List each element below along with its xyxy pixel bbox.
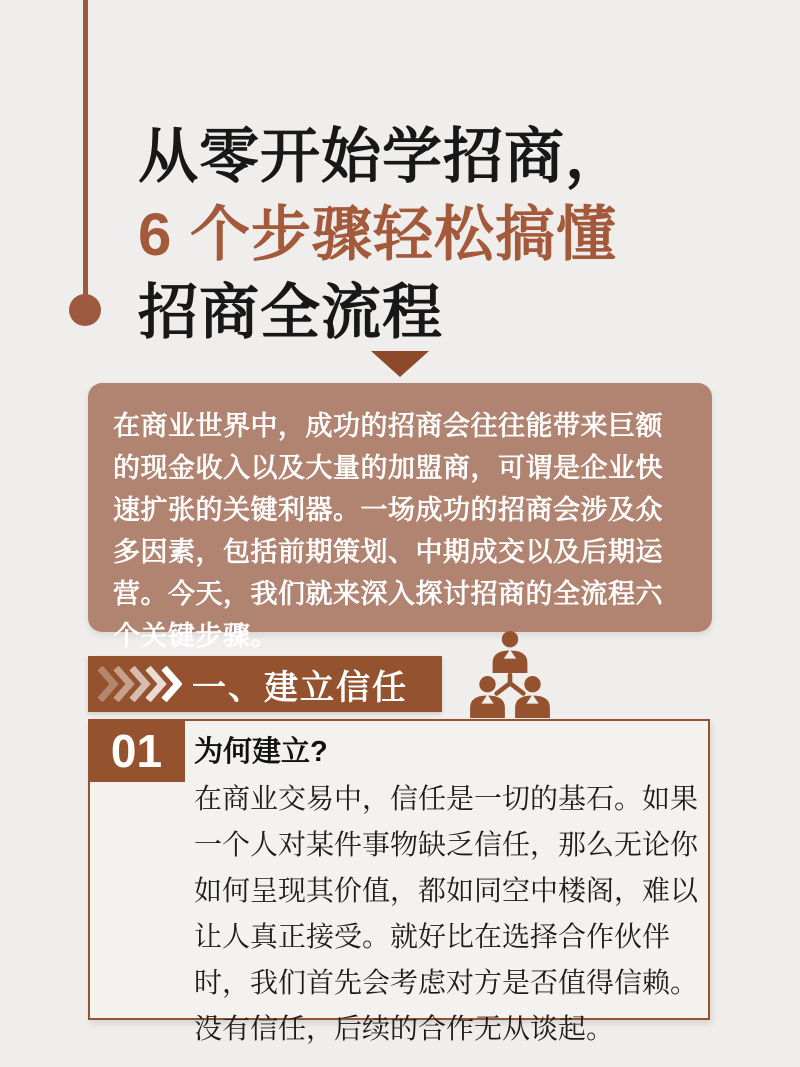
org-chart-people-icon bbox=[466, 630, 554, 718]
section-title: 一、建立信任 bbox=[192, 668, 408, 707]
poster-title bbox=[138, 118, 626, 352]
down-arrow-icon bbox=[371, 351, 429, 377]
title-line-3: 招商全流程 bbox=[138, 279, 443, 347]
section-header-bar bbox=[88, 656, 442, 712]
title-line-2-accent: 6 个步骤轻松搞懂 bbox=[138, 201, 618, 269]
step-number-badge bbox=[88, 719, 185, 782]
intro-card bbox=[88, 383, 712, 651]
step-body-text: 在商业交易中，信任是一切的基石。如果一个人对某件事物缺乏信任，那么无论你如何呈现其价值，都如同空中楼阁，难以让人真正接受。就好比在选择合作伙伴时，我们首先会考虑对方是否值得信赖。没有信任，后续的合作无从谈起。 bbox=[194, 783, 699, 1044]
timeline-dot bbox=[69, 294, 101, 326]
chevron-right-icons bbox=[96, 664, 182, 704]
intro-text: 在商业世界中，成功的招商会往往能带来巨额的现金收入以及大量的加盟商，可谓是企业快速扩张的关键利器。一场成功的招商会涉及众多因素，包括前期策划、中期成交以及后期运营。今天，我们就来深入探讨招商的全流程六个关键步骤。 bbox=[113, 411, 663, 651]
step-heading: 为何建立? bbox=[194, 736, 328, 768]
step-content bbox=[194, 729, 706, 1052]
title-line-1: 从零开始学招商， bbox=[138, 123, 626, 191]
timeline-line bbox=[83, 0, 88, 300]
step-number: 01 bbox=[110, 724, 163, 777]
